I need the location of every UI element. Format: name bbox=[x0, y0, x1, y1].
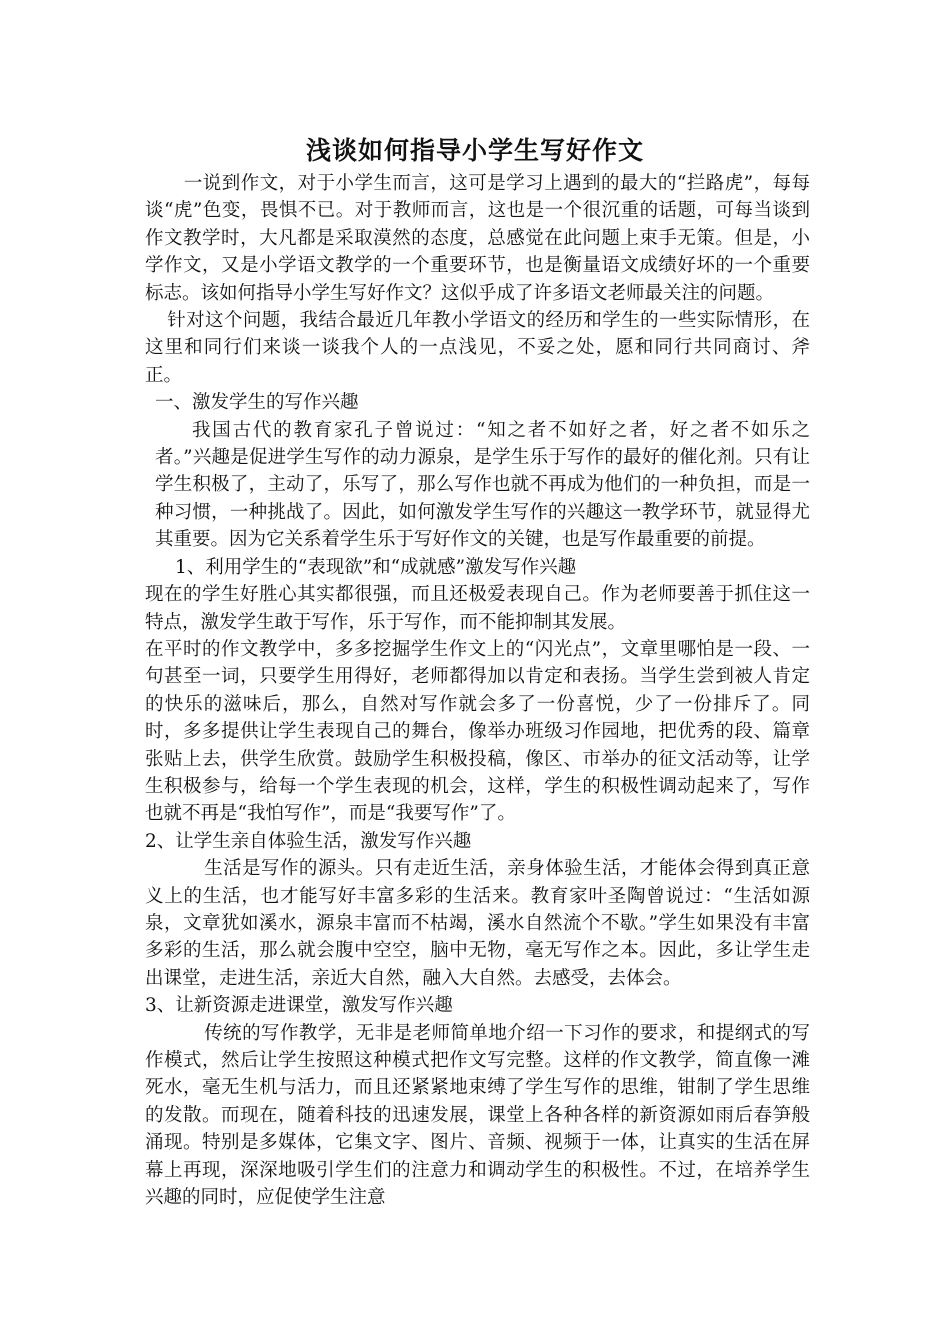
section-heading-1: 一、激发学生的写作兴趣 bbox=[155, 392, 359, 414]
paragraph-show: 现在的学生好胜心其实都很强，而且还极爱表现自己。作为老师要善于抓住这一特点，激发学生敢于写作，乐于写作，而不能抑制其发展。 bbox=[145, 584, 810, 633]
paragraph-interest: 我国古代的教育家孔子曾说过：“知之者不如好之者，好之者不如乐之者。”兴趣是促进学生写作的动力源泉，是学生乐于写作的最好的催化剂。只有让学生积极了，主动了，乐写了，那么写作也就不再成为他们的一种负担，而是一种习惯，一种挑战了。因此，如何激发学生写作的兴趣这一教学环节，就显得尤其重要。因为它关系着学生乐于写好作文的关键，也是写作最重要的前提。 bbox=[155, 419, 810, 551]
document-body bbox=[145, 170, 810, 1211]
paragraph-life: 生活是写作的源头。只有走近生活，亲身体验生活，才能体会得到真正意义上的生活，也才能写好丰富多彩的生活来。教育家叶圣陶曾说过：“生活如源泉，文章犹如溪水，源泉丰富而不枯竭，溪水自然流个不歇。”学生如果没有丰富多彩的生活，那么就会腹中空空，脑中无物，毫无写作之本。因此，多让学生走出课堂，走进生活，亲近大自然，融入大自然。去感受，去体会。 bbox=[145, 858, 810, 989]
page-title: 浅谈如何指导小学生写好作文 bbox=[305, 136, 644, 165]
paragraph-intro: 一说到作文，对于小学生而言，这可是学习上遇到的最大的“拦路虎”，每每谈“虎”色变，畏惧不已。对于教师而言，这也是一个很沉重的话题，可每当谈到作文教学时，大凡都是采取漠然的态度，总感觉在此问题上束手无策。但是，小学作文，又是小学语文教学的一个重要环节，也是衡量语文成绩好坏的一个重要标志。该如何指导小学生写好作文？这似乎成了许多语文老师最关注的问题。 bbox=[145, 173, 810, 304]
paragraph-intro-2: 针对这个问题，我结合最近几年教小学语文的经历和学生的一些实际情形，在这里和同行们来谈一谈我个人的一点浅见，不妥之处，愿和同行共同商讨、斧正。 bbox=[145, 310, 810, 386]
subsection-heading-3: 3、让新资源走进课堂，激发写作兴趣 bbox=[145, 995, 453, 1017]
paragraph-highlight: 在平时的作文教学中，多多挖掘学生作文上的“闪光点”，文章里哪怕是一段、一句甚至一词，只要学生用得好，老师都得加以肯定和表扬。当学生尝到被人肯定的快乐的滋味后，那么，自然对写作就会多了一份喜悦，少了一份排斥了。同时，多多提供让学生表现自己的舞台，像举办班级习作园地，把优秀的段、篇章张贴上去，供学生欣赏。鼓励学生积极投稿，像区、市举办的征文活动等，让学生积极参与，给每一个学生表现的机会，这样，学生的积极性调动起来了，写作也就不再是“我怕写作”，而是“我要写作”了。 bbox=[145, 638, 810, 825]
subsection-heading-2: 2、让学生亲自体验生活，激发写作兴趣 bbox=[145, 830, 472, 852]
paragraph-resources: 传统的写作教学，无非是老师简单地介绍一下习作的要求，和提纲式的写作模式，然后让学生按照这种模式把作文写完整。这样的作文教学，简直像一滩死水，毫无生机与活力，而且还紧紧地束缚了学生写作的思维，钳制了学生思维的发散。而现在，随着科技的迅速发展，课堂上各种各样的新资源如雨后春笋般涌现。特别是多媒体，它集文字、图片、音频、视频于一体，让真实的生活在屏幕上再现，深深地吸引学生们的注意力和调动学生的积极性。不过，在培养学生兴趣的同时，应促使学生注意 bbox=[145, 1022, 810, 1209]
subsection-heading-1: 1、利用学生的“表现欲”和“成就感”激发写作兴趣 bbox=[175, 556, 577, 578]
